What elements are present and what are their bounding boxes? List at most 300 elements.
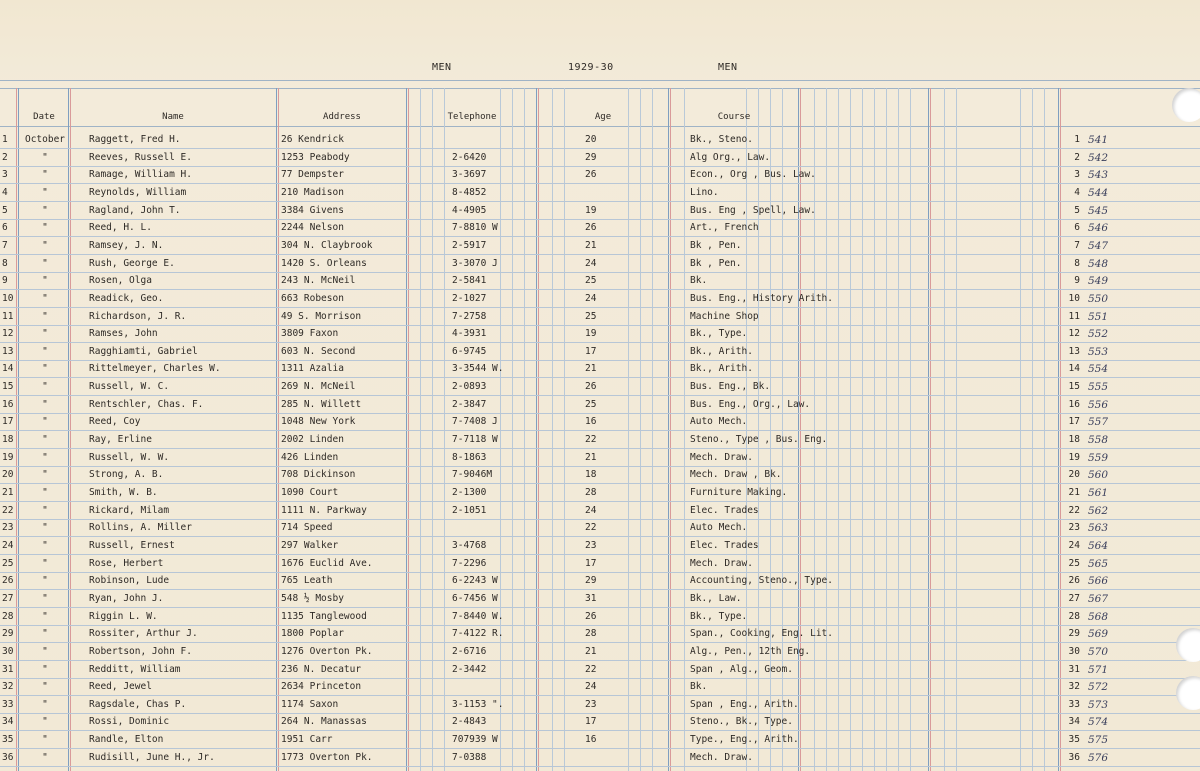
name-cell: Richardson, J. R. xyxy=(89,310,187,322)
handwritten-number: 545 xyxy=(1088,204,1109,217)
table-row xyxy=(0,749,1200,767)
row-number: 19 xyxy=(2,451,14,463)
table-row xyxy=(0,537,1200,555)
date-cell: " xyxy=(42,716,48,728)
right-row-number: 9 xyxy=(1074,275,1080,287)
name-cell: Russell, W. W. xyxy=(89,451,170,463)
date-cell: " xyxy=(42,381,48,393)
name-cell: Rentschler, Chas. F. xyxy=(89,398,204,410)
row-number: 4 xyxy=(2,186,8,198)
telephone-cell: 7-7408 J xyxy=(452,416,498,428)
right-row-number: 3 xyxy=(1074,169,1080,181)
telephone-cell: 3-3544 W. xyxy=(452,363,504,375)
name-cell: Rudisill, June H., Jr. xyxy=(89,751,215,763)
date-cell: " xyxy=(42,645,48,657)
handwritten-number: 554 xyxy=(1088,363,1109,376)
course-cell: Art., French xyxy=(690,222,759,234)
age-cell: 17 xyxy=(585,345,597,357)
right-row-number: 10 xyxy=(1068,292,1080,304)
date-cell: " xyxy=(42,257,48,269)
address-cell: 1773 Overton Pk. xyxy=(281,751,373,763)
age-cell: 21 xyxy=(585,239,597,251)
name-cell: Rose, Herbert xyxy=(89,557,164,569)
address-cell: 1676 Euclid Ave. xyxy=(281,557,373,569)
right-row-number: 27 xyxy=(1068,592,1080,604)
handwritten-number: 568 xyxy=(1088,610,1109,623)
row-number: 16 xyxy=(2,398,14,410)
row-number: 7 xyxy=(2,239,8,251)
telephone-cell: 7-8440 W. xyxy=(452,610,504,622)
right-row-number: 13 xyxy=(1068,345,1080,357)
binder-hole-top xyxy=(1172,88,1200,122)
table-row xyxy=(0,590,1200,608)
row-number: 1 xyxy=(2,134,8,145)
row-number: 22 xyxy=(2,504,14,516)
table-row xyxy=(0,519,1200,537)
address-cell: 49 S. Morrison xyxy=(281,310,362,322)
address-cell: 297 Walker xyxy=(281,539,339,551)
col-header-telephone: Telephone xyxy=(447,112,497,122)
row-number: 14 xyxy=(2,363,14,375)
name-cell: Rush, George E. xyxy=(89,257,175,269)
right-row-number: 20 xyxy=(1068,469,1080,481)
right-row-number: 26 xyxy=(1068,575,1080,587)
date-cell: " xyxy=(42,751,48,763)
right-row-number: 12 xyxy=(1068,328,1080,340)
handwritten-number: 549 xyxy=(1088,275,1109,288)
telephone-cell: 2-1051 xyxy=(452,504,487,516)
age-cell: 22 xyxy=(585,434,597,446)
course-cell: Elec. Trades xyxy=(690,539,759,551)
handwritten-number: 570 xyxy=(1088,645,1109,658)
handwritten-number: 572 xyxy=(1088,681,1109,694)
telephone-cell: 707939 W xyxy=(452,734,498,746)
row-number: 29 xyxy=(2,628,14,640)
date-cell: " xyxy=(42,451,48,463)
table-row xyxy=(0,131,1200,149)
header-left-label: MEN xyxy=(432,62,452,73)
address-cell: 77 Dempster xyxy=(281,169,344,181)
name-cell: Rittelmeyer, Charles W. xyxy=(89,363,221,375)
address-cell: 2002 Linden xyxy=(281,434,344,446)
row-number: 12 xyxy=(2,328,14,340)
address-cell: 603 N. Second xyxy=(281,345,356,357)
age-cell: 26 xyxy=(585,222,597,234)
table-row xyxy=(0,396,1200,414)
date-cell: " xyxy=(42,681,48,693)
course-cell: Bus. Eng., Org., Law. xyxy=(690,398,811,410)
name-cell: Randle, Elton xyxy=(89,734,164,746)
date-cell: " xyxy=(42,734,48,746)
name-cell: Redditt, William xyxy=(89,663,181,675)
date-cell: " xyxy=(42,539,48,551)
name-cell: Raggett, Fred H. xyxy=(89,134,181,145)
handwritten-number: 542 xyxy=(1088,151,1109,164)
handwritten-number: 551 xyxy=(1088,310,1109,323)
course-cell: Mech. Draw. xyxy=(690,557,753,569)
date-cell: " xyxy=(42,434,48,446)
table-row xyxy=(0,184,1200,202)
handwritten-number: 571 xyxy=(1088,663,1109,676)
table-row xyxy=(0,237,1200,255)
table-row xyxy=(0,643,1200,661)
row-number: 3 xyxy=(2,169,8,181)
course-cell: Lino. xyxy=(690,186,719,198)
course-cell: Accounting, Steno., Type. xyxy=(690,575,833,587)
table-row xyxy=(0,696,1200,714)
address-cell: 1253 Peabody xyxy=(281,151,350,163)
handwritten-number: 547 xyxy=(1088,239,1109,252)
course-cell: Bk., Law. xyxy=(690,592,742,604)
date-cell: " xyxy=(42,186,48,198)
row-number: 24 xyxy=(2,539,14,551)
age-cell: 25 xyxy=(585,275,597,287)
name-cell: Reed, Coy xyxy=(89,416,141,428)
address-cell: 269 N. McNeil xyxy=(281,381,356,393)
address-cell: 1800 Poplar xyxy=(281,628,344,640)
age-cell: 23 xyxy=(585,698,597,710)
address-cell: 426 Linden xyxy=(281,451,339,463)
name-cell: Smith, W. B. xyxy=(89,487,158,498)
course-cell: Steno., Type , Bus. Eng. xyxy=(690,434,828,446)
right-row-number: 19 xyxy=(1068,451,1080,463)
right-row-number: 16 xyxy=(1068,398,1080,410)
handwritten-number: 565 xyxy=(1088,557,1109,570)
table-row xyxy=(0,272,1200,290)
name-cell: Rossiter, Arthur J. xyxy=(89,628,198,640)
handwritten-number: 569 xyxy=(1088,628,1109,641)
age-cell: 24 xyxy=(585,292,597,304)
name-cell: Rickard, Milam xyxy=(89,504,170,516)
name-cell: Ryan, John J. xyxy=(89,592,164,604)
right-row-number: 22 xyxy=(1068,504,1080,516)
age-cell: 16 xyxy=(585,416,597,428)
row-number: 28 xyxy=(2,610,14,622)
address-cell: 3809 Faxon xyxy=(281,328,339,340)
address-cell: 285 N. Willett xyxy=(281,398,362,410)
telephone-cell: 3-1153 ". xyxy=(452,698,504,710)
telephone-cell: 2-1027 xyxy=(452,292,487,304)
telephone-cell: 2-6420 xyxy=(452,151,487,163)
row-number: 36 xyxy=(2,751,14,763)
row-number: 10 xyxy=(2,292,14,304)
address-cell: 548 ½ Mosby xyxy=(281,592,344,604)
telephone-cell: 3-3697 xyxy=(452,169,487,181)
course-cell: Span , Alg., Geom. xyxy=(690,663,793,675)
age-cell: 22 xyxy=(585,522,597,534)
date-cell: " xyxy=(42,204,48,216)
right-row-number: 4 xyxy=(1074,186,1080,198)
col-header-course: Course xyxy=(717,112,751,122)
course-cell: Econ., Org , Bus. Law. xyxy=(690,169,816,181)
name-cell: Ramage, William H. xyxy=(89,169,192,181)
address-cell: 663 Robeson xyxy=(281,292,344,304)
row-number: 11 xyxy=(2,310,14,322)
right-row-number: 15 xyxy=(1068,381,1080,393)
date-cell: " xyxy=(42,698,48,710)
date-cell: " xyxy=(42,363,48,375)
table-row xyxy=(0,625,1200,643)
telephone-cell: 6-2243 W xyxy=(452,575,498,587)
telephone-cell: 7-8810 W xyxy=(452,222,498,234)
table-row xyxy=(0,484,1200,502)
table-row xyxy=(0,413,1200,431)
row-number: 17 xyxy=(2,416,14,428)
date-cell: " xyxy=(42,610,48,622)
name-cell: Ramses, John xyxy=(89,328,158,340)
course-cell: Span , Eng., Arith. xyxy=(690,698,799,710)
date-cell: " xyxy=(42,416,48,428)
course-cell: Bk., Type. xyxy=(690,328,748,340)
course-cell: Machine Shop xyxy=(690,310,759,322)
telephone-cell: 6-9745 xyxy=(452,345,487,357)
handwritten-number: 544 xyxy=(1088,186,1109,199)
telephone-cell: 4-3931 xyxy=(452,328,487,340)
age-cell: 31 xyxy=(585,592,597,604)
col-header-age: Age xyxy=(594,112,612,122)
handwritten-number: 562 xyxy=(1088,504,1109,517)
right-row-number: 21 xyxy=(1068,487,1080,498)
date-cell: " xyxy=(42,557,48,569)
handwritten-number: 564 xyxy=(1088,539,1109,552)
name-cell: Reed, Jewel xyxy=(89,681,152,693)
name-cell: Reynolds, William xyxy=(89,186,187,198)
row-number: 35 xyxy=(2,734,14,746)
course-cell: Bk , Pen. xyxy=(690,257,742,269)
table-row xyxy=(0,255,1200,273)
age-cell: 19 xyxy=(585,204,597,216)
handwritten-number: 559 xyxy=(1088,451,1109,464)
course-cell: Bk., Arith. xyxy=(690,363,753,375)
handwritten-number: 563 xyxy=(1088,522,1109,535)
table-row xyxy=(0,572,1200,590)
age-cell: 23 xyxy=(585,539,597,551)
address-cell: 2244 Nelson xyxy=(281,222,344,234)
row-number: 23 xyxy=(2,522,14,534)
table-row xyxy=(0,149,1200,167)
course-cell: Bk., Arith. xyxy=(690,345,753,357)
handwritten-number: 566 xyxy=(1088,575,1109,588)
right-row-number: 14 xyxy=(1068,363,1080,375)
address-cell: 210 Madison xyxy=(281,186,344,198)
handwritten-number: 553 xyxy=(1088,345,1109,358)
course-cell: Alg Org., Law. xyxy=(690,151,771,163)
right-row-number: 17 xyxy=(1068,416,1080,428)
age-cell: 19 xyxy=(585,328,597,340)
name-cell: Ray, Erline xyxy=(89,434,152,446)
date-cell: " xyxy=(42,504,48,516)
telephone-cell: 8-4852 xyxy=(452,186,487,198)
handwritten-number: 552 xyxy=(1088,328,1109,341)
age-cell: 29 xyxy=(585,151,597,163)
right-row-number: 1 xyxy=(1074,134,1080,145)
age-cell: 17 xyxy=(585,716,597,728)
name-cell: Rollins, A. Miller xyxy=(89,522,192,534)
table-row xyxy=(0,290,1200,308)
row-number: 8 xyxy=(2,257,8,269)
table-row xyxy=(0,166,1200,184)
date-cell: " xyxy=(42,628,48,640)
col-header-date: Date xyxy=(33,112,55,122)
address-cell: 1111 N. Parkway xyxy=(281,504,367,516)
age-cell: 24 xyxy=(585,257,597,269)
table-row xyxy=(0,608,1200,626)
course-cell: Elec. Trades xyxy=(690,504,759,516)
table-row xyxy=(0,308,1200,326)
table-row xyxy=(0,449,1200,467)
row-number: 31 xyxy=(2,663,14,675)
table-row xyxy=(0,219,1200,237)
date-cell: " xyxy=(42,522,48,534)
address-cell: 243 N. McNeil xyxy=(281,275,356,287)
telephone-cell: 7-2758 xyxy=(452,310,487,322)
telephone-cell: 2-3442 xyxy=(452,663,487,675)
table-row xyxy=(0,325,1200,343)
right-row-number: 2 xyxy=(1074,151,1080,163)
handwritten-number: 575 xyxy=(1088,734,1109,747)
address-cell: 2634 Princeton xyxy=(281,681,362,693)
date-cell: " xyxy=(42,469,48,481)
course-cell: Mech. Draw , Bk. xyxy=(690,469,782,481)
handwritten-number: 550 xyxy=(1088,292,1109,305)
telephone-cell: 2-5917 xyxy=(452,239,487,251)
handwritten-number: 541 xyxy=(1088,134,1109,146)
handwritten-number: 573 xyxy=(1088,698,1109,711)
handwritten-number: 567 xyxy=(1088,592,1109,605)
address-cell: 236 N. Decatur xyxy=(281,663,362,675)
right-row-number: 32 xyxy=(1068,681,1080,693)
course-cell: Bus. Eng., Bk. xyxy=(690,381,771,393)
address-cell: 708 Dickinson xyxy=(281,469,356,481)
telephone-cell: 2-4843 xyxy=(452,716,487,728)
telephone-cell: 2-1300 xyxy=(452,487,487,498)
date-cell: " xyxy=(42,151,48,163)
row-number: 32 xyxy=(2,681,14,693)
course-cell: Furniture Making. xyxy=(690,487,788,498)
address-cell: 1048 New York xyxy=(281,416,356,428)
handwritten-number: 556 xyxy=(1088,398,1109,411)
age-cell: 24 xyxy=(585,681,597,693)
table-row xyxy=(0,378,1200,396)
table-row xyxy=(0,678,1200,696)
age-cell: 21 xyxy=(585,645,597,657)
telephone-cell: 7-4122 R. xyxy=(452,628,504,640)
date-cell: " xyxy=(42,239,48,251)
right-row-number: 29 xyxy=(1068,628,1080,640)
header-year: 1929-30 xyxy=(568,62,614,73)
telephone-cell: 3-3070 J xyxy=(452,257,498,269)
name-cell: Russell, Ernest xyxy=(89,539,175,551)
telephone-cell: 8-1863 xyxy=(452,451,487,463)
right-row-number: 6 xyxy=(1074,222,1080,234)
right-row-number: 25 xyxy=(1068,557,1080,569)
right-row-number: 23 xyxy=(1068,522,1080,534)
telephone-cell: 4-4905 xyxy=(452,204,487,216)
table-row xyxy=(0,661,1200,679)
table-row xyxy=(0,466,1200,484)
right-row-number: 24 xyxy=(1068,539,1080,551)
course-cell: Auto Mech. xyxy=(690,416,748,428)
col-header-name: Name xyxy=(162,112,184,122)
telephone-cell: 2-6716 xyxy=(452,645,487,657)
address-cell: 3384 Givens xyxy=(281,204,344,216)
right-row-number: 18 xyxy=(1068,434,1080,446)
right-row-number: 36 xyxy=(1068,751,1080,763)
course-cell: Span., Cooking, Eng. Lit. xyxy=(690,628,833,640)
name-cell: Rosen, Olga xyxy=(89,275,152,287)
age-cell: 21 xyxy=(585,363,597,375)
row-number: 2 xyxy=(2,151,8,163)
right-row-number: 34 xyxy=(1068,716,1080,728)
table-row xyxy=(0,431,1200,449)
handwritten-number: 561 xyxy=(1088,487,1109,499)
right-row-number: 5 xyxy=(1074,204,1080,216)
row-number: 30 xyxy=(2,645,14,657)
age-cell: 28 xyxy=(585,487,597,498)
address-cell: 1311 Azalia xyxy=(281,363,344,375)
row-number: 34 xyxy=(2,716,14,728)
handwritten-number: 546 xyxy=(1088,222,1109,235)
telephone-cell: 7-0388 xyxy=(452,751,487,763)
handwritten-number: 548 xyxy=(1088,257,1109,270)
age-cell: 25 xyxy=(585,310,597,322)
date-cell: " xyxy=(42,328,48,340)
address-cell: 1174 Saxon xyxy=(281,698,339,710)
name-cell: Riggin L. W. xyxy=(89,610,158,622)
age-cell: 17 xyxy=(585,557,597,569)
course-cell: Bus. Eng., History Arith. xyxy=(690,292,833,304)
right-row-number: 28 xyxy=(1068,610,1080,622)
table-row xyxy=(0,343,1200,361)
handwritten-number: 557 xyxy=(1088,416,1109,429)
handwritten-number: 555 xyxy=(1088,381,1109,394)
row-number: 21 xyxy=(2,487,14,498)
right-row-number: 35 xyxy=(1068,734,1080,746)
age-cell: 20 xyxy=(585,134,597,145)
age-cell: 25 xyxy=(585,398,597,410)
age-cell: 28 xyxy=(585,628,597,640)
name-cell: Robertson, John F. xyxy=(89,645,192,657)
address-cell: 1276 Overton Pk. xyxy=(281,645,373,657)
name-cell: Russell, W. C. xyxy=(89,381,170,393)
name-cell: Rossi, Dominic xyxy=(89,716,170,728)
date-cell: October xyxy=(24,134,66,145)
handwritten-number: 558 xyxy=(1088,434,1109,447)
course-cell: Mech. Draw. xyxy=(690,451,753,463)
right-row-number: 7 xyxy=(1074,239,1080,251)
row-number: 27 xyxy=(2,592,14,604)
address-cell: 26 Kendrick xyxy=(281,134,344,145)
age-cell: 26 xyxy=(585,381,597,393)
row-number: 15 xyxy=(2,381,14,393)
telephone-cell: 7-2296 xyxy=(452,557,487,569)
telephone-cell: 7-9046M xyxy=(452,469,493,481)
row-number: 9 xyxy=(2,275,8,287)
course-cell: Bk. xyxy=(690,275,708,287)
date-cell: " xyxy=(42,663,48,675)
right-row-number: 31 xyxy=(1068,663,1080,675)
header-right-label: MEN xyxy=(718,62,738,73)
table-row xyxy=(0,360,1200,378)
row-number: 25 xyxy=(2,557,14,569)
name-cell: Ramsey, J. N. xyxy=(89,239,164,251)
name-cell: Ragland, John T. xyxy=(89,204,181,216)
handwritten-number: 560 xyxy=(1088,469,1109,482)
table-row xyxy=(0,731,1200,749)
course-cell: Bk., Type. xyxy=(690,610,748,622)
telephone-cell: 2-5841 xyxy=(452,275,487,287)
col-header-address: Address xyxy=(323,112,361,122)
